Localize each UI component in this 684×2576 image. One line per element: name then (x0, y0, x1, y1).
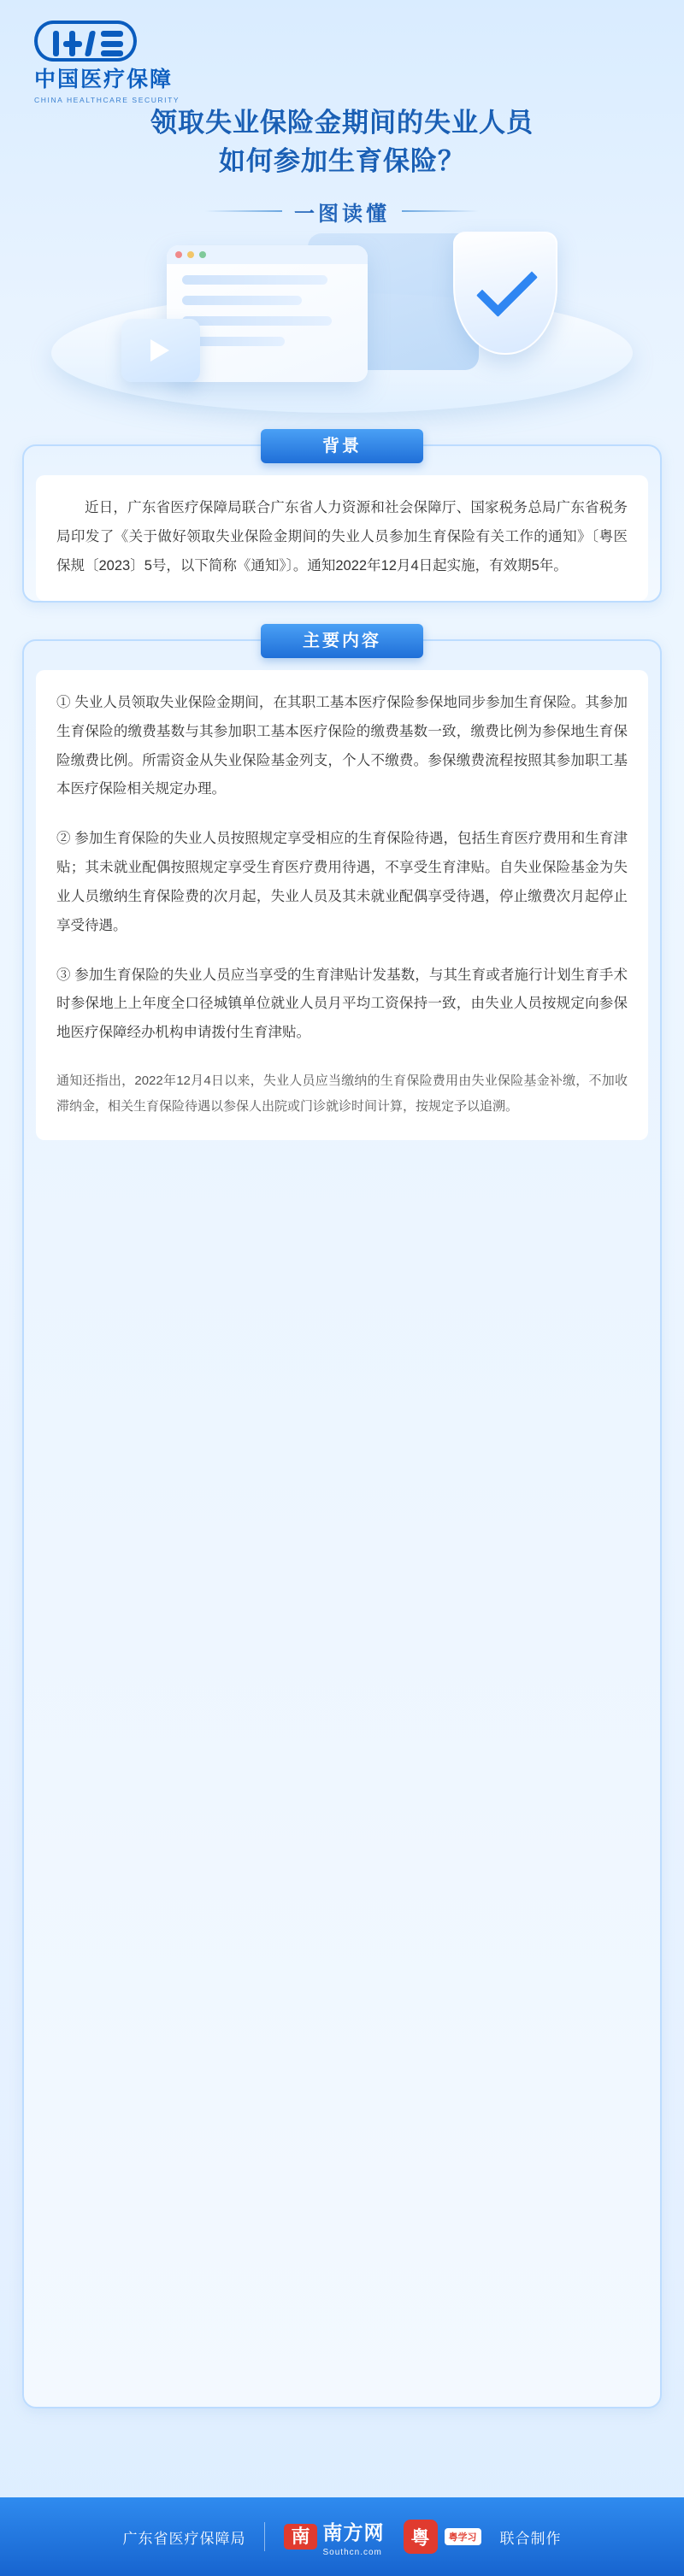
yuexuexi-label: 粤学习 (445, 2528, 481, 2545)
play-icon (150, 339, 169, 362)
footer-cooperation: 联合制作 (499, 2530, 562, 2547)
window-dot-red-icon (175, 251, 182, 258)
title-line-1: 领取失业保险金期间的失业人员 (0, 104, 684, 143)
subtitle-text: 一图读懂 (294, 202, 390, 226)
paragraph-item-2: ② 参加生育保险的失业人员按照规定享受相应的生育保险待遇，包括生育医疗费用和生育津贴；其未就业配偶按照规定享受生育医疗费用待遇，不享受生育津贴。自失业保险基金为失业人员缴纳生育保险费的次月起，失业人员及其未就业配偶享受待遇，停止缴费次月起停止享受待遇。 (56, 831, 628, 933)
window-dot-yellow-icon (187, 251, 194, 258)
southcn-logo (284, 2517, 384, 2557)
section-heading: 主要内容 (261, 624, 423, 658)
title-line-2: 如何参加生育保险？ (0, 143, 684, 181)
section-body (36, 475, 648, 601)
paragraph-note: 通知还指出，2022年12月4日以来，失业人员应当缴纳的生育保险费用由失业保险基金补缴，不加收滞纳金，相关生育保险待遇以参保人出院或门诊就诊时间计算，按规定予以追溯。 (56, 1073, 628, 1114)
section-body (36, 670, 648, 1140)
southcn-name-cn: 南方网 (322, 2520, 385, 2544)
logo-name-en: CHINA HEALTHCARE SECURITY (34, 95, 180, 104)
illustration-window-bar (167, 245, 368, 264)
subtitle-rule-right (402, 210, 479, 212)
paragraph: 近日，广东省医疗保障局联合广东省人力资源和社会保障厅、国家税务总局广东省税务局印发了《关于做好领取失业保险金期间的失业人员参加生育保险有关工作的通知》〔粤医保规〔2023〕5号，以下简称《通知》〕。通知2022年12月4日起实施，有效期5年。 (56, 500, 628, 573)
subtitle-rule-left (205, 210, 282, 212)
hero-illustration (51, 226, 633, 423)
check-icon (476, 256, 538, 317)
illustration-text-line (182, 296, 302, 305)
subtitle-row (0, 197, 684, 226)
footer-bar (0, 2497, 684, 2576)
section-heading: 背景 (261, 429, 423, 463)
page-title (0, 104, 684, 226)
yuexuexi-logo (404, 2520, 481, 2554)
chs-logo-icon (34, 21, 137, 62)
illustration-text-line (182, 275, 327, 285)
window-dot-green-icon (199, 251, 206, 258)
section-main-content (22, 632, 662, 2408)
yuexuexi-mark-icon: 粤 (404, 2520, 438, 2554)
southcn-name-en: Southcn.com (322, 2547, 382, 2557)
brand-logo (34, 21, 231, 104)
footer-divider (264, 2522, 265, 2551)
footer-organization: 广东省医疗保障局 (122, 2530, 246, 2547)
paragraph-item-1: ① 失业人员领取失业保险金期间，在其职工基本医疗保险参保地同步参加生育保险。其参加生育保险的缴费基数与其参加职工基本医疗保险的缴费基数一致，缴费比例为参保地生育保险缴费比例。所需资金从失业保险基金列支，个人不缴费。参保缴费流程按照其参加职工基本医疗保险相关规定办理。 (56, 695, 628, 797)
section-background (22, 437, 662, 603)
play-card (121, 319, 200, 382)
southcn-badge-icon: 南 (284, 2524, 316, 2550)
logo-name-cn: 中国医疗保障 (34, 68, 174, 91)
paragraph-item-3: ③ 参加生育保险的失业人员应当享受的生育津贴计发基数，与其生育或者施行计划生育手术时参保地上上年度全口径城镇单位就业人员月平均工资保持一致，由失业人员按规定向参保地医疗保障经办机构申请拨付生育津贴。 (56, 967, 628, 1041)
illustration-text-line (182, 316, 332, 326)
